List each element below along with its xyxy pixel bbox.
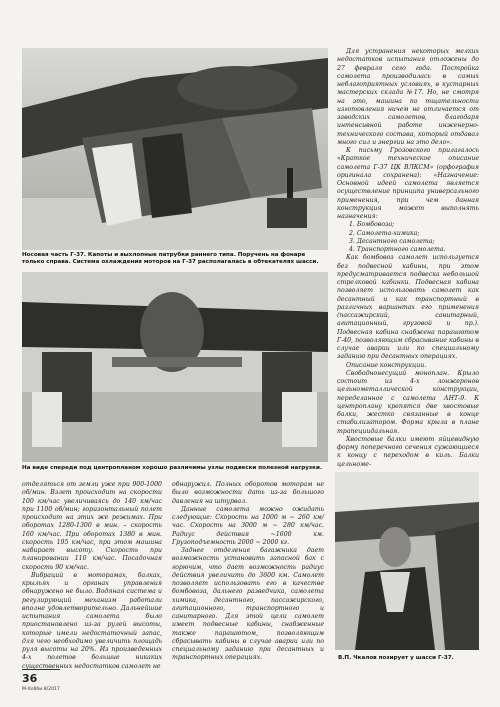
paragraph: Хвостовые балки имеют яйцевидную форму поперечного сечения сужающиеся к концу с переходом в киль. Балки цельноме- — [337, 435, 479, 468]
magazine-issue: М-Хобби 8/2017 — [22, 687, 60, 692]
list-item: 3. Десантного самолета; — [349, 237, 435, 245]
paragraph: Свободнонесущий моноплан. Крыло состоит из 4-х лонжеронов цельнометаллической конструкции, переделанное с самолета АНТ-9. К центроплану крепятся две хвостовые балки, жестко связанные в конце стабилизатором. Форма крыла в плане трапециидальная. — [337, 369, 479, 435]
photo-portrait — [335, 472, 479, 650]
photo-nose-section — [22, 48, 328, 250]
page-number: 36 — [22, 672, 38, 685]
bottom-left-column — [22, 481, 162, 671]
list-item: 2. Самолета-химика; — [349, 229, 420, 237]
list-item: 4. Транспортного самолета. — [349, 246, 446, 253]
paragraph: Вибраций в моторамах, балках, крыльях и органах управления обнаружено не было. Водяная система и регулирующий механизм работали вполне удовлетворительно. Дальнейшие испытания самолета было приостановлено из-за рулей высоты, которые имели недостаточный запас, для чего необходимо увеличить площадь руля высоты на 20%. Из произведенных 4-х полетов большие никаких существенных недостатков самолет не — [22, 571, 162, 670]
paragraph: отделяться от земли уже при 900-1000 об/мин. Взлет происходит на скорости 100 км/час увеличиваясь до 140 км/час при 1100 об/мин; горизонтальный полет происходит на этих же режимах. При оборотах 1280-1300 в мин. – скорость 160 км/час. При оборотах 1380 в мин. скорость 195 км/час, при этом машина набирает высоту. Скорость при планировании 110 км/час. Посадочная скорость 90 км/час. — [22, 481, 162, 571]
paragraph: Как бомбовоз самолет используется без подвесной кабины, при этом предусматривается подвеска небольшой стрелковой кабинки. Подвесная кабина позволяет использовать самолет как десантный и как транспортный в различных вариантах его применения (пассажирский, санитарный, агитационный, грузовой и пр.). Подвесная кабина снабжена парашютом Г-40, позволяющим сбрасывание кабины в случае аварии или по специальному заданию при десантных операциях. — [337, 254, 479, 361]
paragraph: Описание конструкции. — [346, 361, 427, 369]
paragraph: Заднее отделение багажника дает возможность установить запасной бак с горючим, что дает возможность радиус действия увеличить до 3600 км. Самолет позволяет использовать его в качестве бомбовоза, дальнего разведчика, самолета химика, десантного, пассажирского, агитационного, транспортного и санитарного. Для этой цели самолет имеет подвесные кабины, снабженные также парашютом, позволяющим сбрасывать кабины в случае аварии или по специальному заданию при десантных и транспортных операциях. — [172, 547, 324, 662]
caption-middle: На виде спереди под центропланом хорошо различимы узлы подвески полезной нагрузки. — [22, 465, 322, 471]
photo-front-view — [22, 272, 328, 462]
caption-top: Носовая часть Г-37. Капоты и выхлопные патрубки раннего типа. Поручень на фонаре только справа. Система охлаждения моторов на Г-37 располагалась в обтекателях шасси. — [22, 252, 319, 266]
footer-rule — [22, 669, 60, 670]
paragraph: обнаружил. Полных оборотов моторам не было возможности дать из-за большого давления на штурвал. — [172, 481, 324, 505]
caption-bottom: В.П. Чкалов позирует у шасси Г-37. — [338, 655, 454, 661]
paragraph: Данные самолета можно ожидать следующие: Скорость на 1000 м ~ 260 км/час. Скорость на 3000 м ~ 280 км/час. Радиус действия ~1600 км. Грузоподъемность 2000 ~ 2000 кг. — [172, 505, 324, 546]
paragraph: Для устранения некоторых мелких недостатков испытания отложены до 27 февраля сего года. Постройка самолета производилась в самых неблагоприятных условиях, в кустарных мастерских склада №17. Но, не смотря на это, машина по тщательности изготовления ничем не отличается от заводских самолетов, благодаря интенсивной работе инженерно-технического состава, который отдавал много сил и энергии на это дело». — [337, 48, 479, 146]
bottom-mid-column — [172, 481, 324, 663]
list-item: 1. Бомбовоза; — [349, 221, 395, 229]
paragraph: К письму Грозовского прилагалось «Краткое техническое описание самолета Г-37 ЦК ВЛКСМ» (орфография оригинала сохранена): «Назначение: Основной идеей самолета является осуществление принципа универсального применения, при чем данная конструкция может выполнять назначения: — [337, 147, 479, 220]
right-column — [337, 48, 479, 469]
